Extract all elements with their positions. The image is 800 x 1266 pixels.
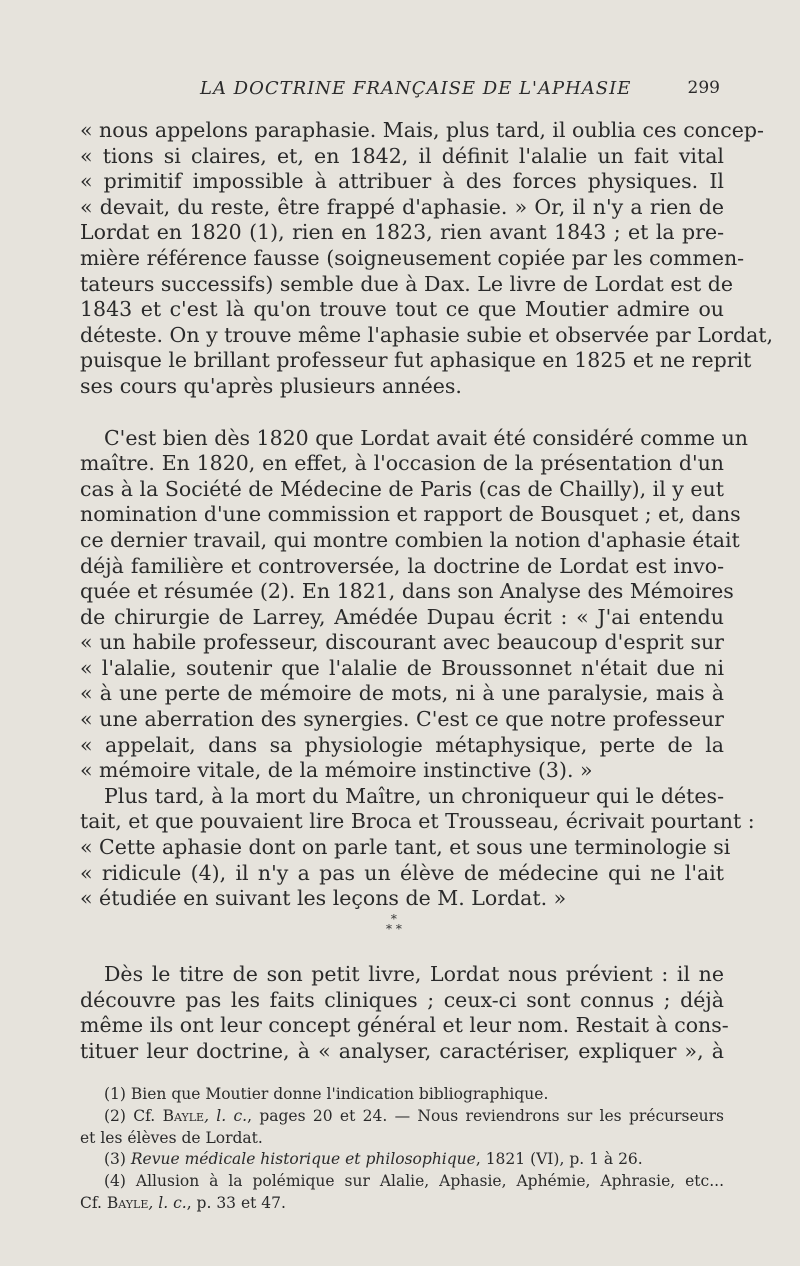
- text-line: « à une perte de mémoire de mots, ni à une paralysie, mais à: [80, 681, 724, 706]
- footnote-3: [80, 1149, 724, 1171]
- footnote-4-continued: [80, 1193, 724, 1215]
- footnote-2-author: Bayle: [162, 1106, 205, 1125]
- footnote-2: [80, 1106, 724, 1128]
- footnote-4-rest: , p. 33 et 47.: [186, 1193, 286, 1212]
- footnote-4-prefix: Cf.: [80, 1193, 107, 1212]
- text-line: découvre pas les faits cliniques ; ceux-ci sont connus ; déjà: [80, 987, 724, 1012]
- text-line: « ridicule (4), il n'y a pas un élève de médecine qui ne l'ait: [80, 860, 724, 885]
- paragraph-gap: [80, 400, 724, 426]
- footnotes: [80, 1084, 724, 1215]
- text-line: « nous appelons paraphasie. Mais, plus tard, il oublia ces concep-: [80, 118, 764, 142]
- text-line: cas à la Société de Médecine de Paris (cas de Chailly), il y eut: [80, 476, 724, 501]
- page-header: [80, 78, 720, 104]
- text-line: « l'alalie, soutenir que l'alalie de Broussonnet n'était due ni: [80, 655, 724, 680]
- main-text: [80, 118, 774, 912]
- text-line: « devait, du reste, être frappé d'aphasie. » Or, il n'y a rien de: [80, 194, 724, 219]
- footnote-2-continued: et les élèves de Lordat.: [80, 1128, 263, 1147]
- footnote-1: (1) Bien que Moutier donne l'indication bibliographique.: [104, 1085, 549, 1103]
- text-line: nomination d'une commission et rapport de Bousquet ; et, dans: [80, 502, 741, 527]
- text-line: « appelait, dans sa physiologie métaphysique, perte de la: [80, 732, 724, 757]
- text-line: « primitif impossible à attribuer à des forces physiques. Il: [80, 169, 724, 194]
- text-line: puisque le brillant professeur fut aphasique en 1825 et ne reprit: [80, 348, 752, 373]
- footnote-3-prefix: (3): [104, 1150, 131, 1169]
- text-line: ses cours qu'après plusieurs années.: [80, 373, 462, 398]
- footnote-4-author: Bayle: [106, 1193, 149, 1212]
- text-line: tituer leur doctrine, à « analyser, caractériser, expliquer », à: [80, 1038, 724, 1063]
- text-line: « un habile professeur, discourant avec beaucoup d'esprit sur: [80, 630, 724, 655]
- text-line: déjà familière et controversée, la doctrine de Lordat est invo-: [80, 553, 724, 578]
- footnote-4: (4) Allusion à la polémique sur Alalie, Aphasie, Aphémie, Aphrasie, etc...: [104, 1172, 724, 1191]
- main-text-continued: [80, 962, 729, 1064]
- text-line: Plus tard, à la mort du Maître, un chroniqueur qui le détes-: [104, 783, 724, 808]
- page-number: 299: [687, 78, 720, 98]
- footnote-2-ref: , l. c.: [204, 1106, 248, 1125]
- footnote-3-title: Revue médicale historique et philosophique: [130, 1150, 476, 1169]
- text-line: 1843 et c'est là qu'on trouve tout ce que Moutier admire ou: [80, 297, 724, 322]
- text-line: « une aberration des synergies. C'est ce que notre professeur: [80, 707, 724, 732]
- text-line: « mémoire vitale, de la mémoire instinctive (3). »: [80, 758, 593, 783]
- text-line: C'est bien dès 1820 que Lordat avait été considéré comme un: [104, 425, 748, 450]
- text-line: quée et résumée (2). En 1821, dans son Analyse des Mémoires: [80, 579, 734, 604]
- footnote-2-prefix: (2) Cf.: [104, 1106, 163, 1125]
- footnote-2-rest: , pages 20 et 24. — Nous reviendrons sur les précurseurs: [247, 1106, 724, 1125]
- section-asterism: [386, 914, 402, 934]
- footnote-4-ref: , l. c.: [148, 1193, 187, 1212]
- text-line: déteste. On y trouve même l'aphasie subie et observée par Lordat,: [80, 322, 774, 347]
- text-line: ce dernier travail, qui montre combien la notion d'aphasie était: [80, 527, 740, 552]
- asterism-bottom: * *: [386, 922, 402, 936]
- text-line: même ils ont leur concept général et leur nom. Restait à cons-: [80, 1013, 729, 1038]
- text-line: Lordat en 1820 (1), rien en 1823, rien avant 1843 ; et la pre-: [80, 220, 724, 245]
- text-line: Dès le titre de son petit livre, Lordat nous prévient : il ne: [104, 962, 724, 986]
- text-line: « tions si claires, et, en 1842, il définit l'alalie un fait vital: [80, 143, 724, 168]
- running-title: LA DOCTRINE FRANÇAISE DE L'APHASIE: [200, 78, 632, 99]
- text-line: « Cette aphasie dont on parle tant, et sous une terminologie si: [80, 835, 731, 860]
- text-line: mière référence fausse (soigneusement copiée par les commen-: [80, 245, 745, 270]
- footnote-3-rest: , 1821 (VI), p. 1 à 26.: [475, 1150, 643, 1169]
- text-line: tateurs successifs) semble due à Dax. Le livre de Lordat est de: [80, 271, 733, 296]
- text-line: maître. En 1820, en effet, à l'occasion de la présentation d'un: [80, 451, 724, 476]
- text-line: « étudiée en suivant les leçons de M. Lordat. »: [80, 886, 567, 911]
- text-line: tait, et que pouvaient lire Broca et Trousseau, écrivait pourtant :: [80, 809, 755, 834]
- text-line: de chirurgie de Larrey, Amédée Dupau écrit : « J'ai entendu: [80, 604, 724, 629]
- asterism-top: *: [390, 912, 397, 926]
